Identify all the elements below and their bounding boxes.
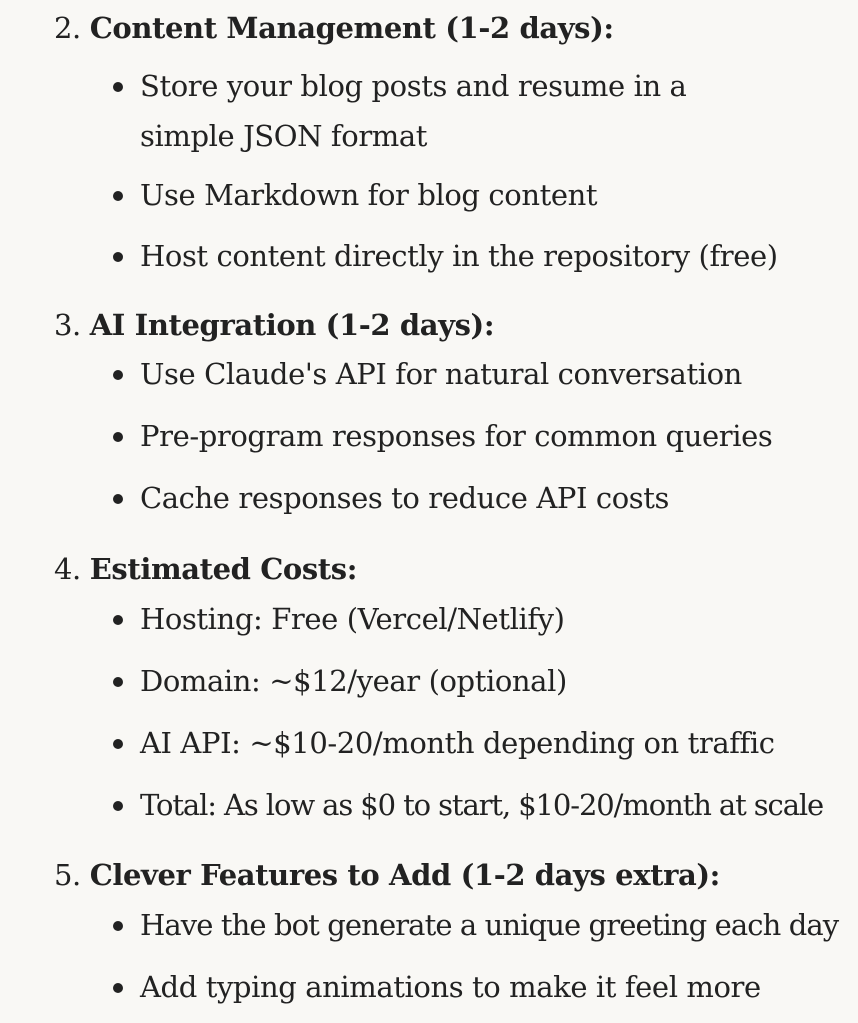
list-item xyxy=(113,962,833,1012)
list-item-text: Add typing animations to make it feel more xyxy=(140,970,761,1004)
list-item xyxy=(113,473,833,523)
section-number: 3. xyxy=(54,308,81,342)
list-item xyxy=(113,718,833,768)
list-item-text: Store your blog posts and resume in a simple JSON format xyxy=(140,69,687,153)
bullet-icon xyxy=(113,615,123,625)
list-item xyxy=(113,900,839,950)
list-item-text: Hosting: Free (Vercel/Netlify) xyxy=(140,602,565,636)
bullet-icon xyxy=(113,494,123,504)
section-heading xyxy=(54,855,720,895)
section-number: 2. xyxy=(54,11,81,45)
list-item-text: Pre-program responses for common queries xyxy=(140,419,773,453)
section-title: Clever Features to Add (1-2 days extra): xyxy=(89,858,720,892)
bullet-icon xyxy=(113,983,123,993)
section-heading xyxy=(54,549,357,589)
section-number: 4. xyxy=(54,552,81,586)
list-item-text: Cache responses to reduce API costs xyxy=(140,481,669,515)
list-item xyxy=(113,170,833,220)
list-item xyxy=(113,411,833,461)
list-item-text: Have the bot generate a unique greeting each day xyxy=(140,908,839,942)
list-item xyxy=(113,656,833,706)
bullet-icon xyxy=(113,801,123,811)
list-item xyxy=(113,61,833,161)
bullet-icon xyxy=(113,739,123,749)
bullet-icon xyxy=(113,252,123,262)
list-item xyxy=(113,780,833,830)
bullet-icon xyxy=(113,921,123,931)
section-title: AI Integration (1-2 days): xyxy=(89,308,495,342)
section-heading xyxy=(54,8,614,48)
list-item xyxy=(113,594,833,644)
section-number: 5. xyxy=(54,858,81,892)
bullet-icon xyxy=(113,370,123,380)
section-title: Content Management (1-2 days): xyxy=(89,11,614,45)
bullet-icon xyxy=(113,191,123,201)
section-heading xyxy=(54,305,494,345)
list-item-text: AI API: ~$10-20/month depending on traffic xyxy=(140,726,775,760)
list-item-text: Use Claude's API for natural conversation xyxy=(140,357,742,391)
list-item-text: Use Markdown for blog content xyxy=(140,178,598,212)
list-item-text: Total: As low as $0 to start, $10-20/month at scale xyxy=(140,788,824,822)
list-item xyxy=(113,231,833,281)
list-item xyxy=(113,349,833,399)
list-item-text: Host content directly in the repository (free) xyxy=(140,239,778,273)
bullet-icon xyxy=(113,82,123,92)
section-title: Estimated Costs: xyxy=(89,552,358,586)
list-item-text: Domain: ~$12/year (optional) xyxy=(140,664,567,698)
bullet-icon xyxy=(113,432,123,442)
bullet-icon xyxy=(113,677,123,687)
